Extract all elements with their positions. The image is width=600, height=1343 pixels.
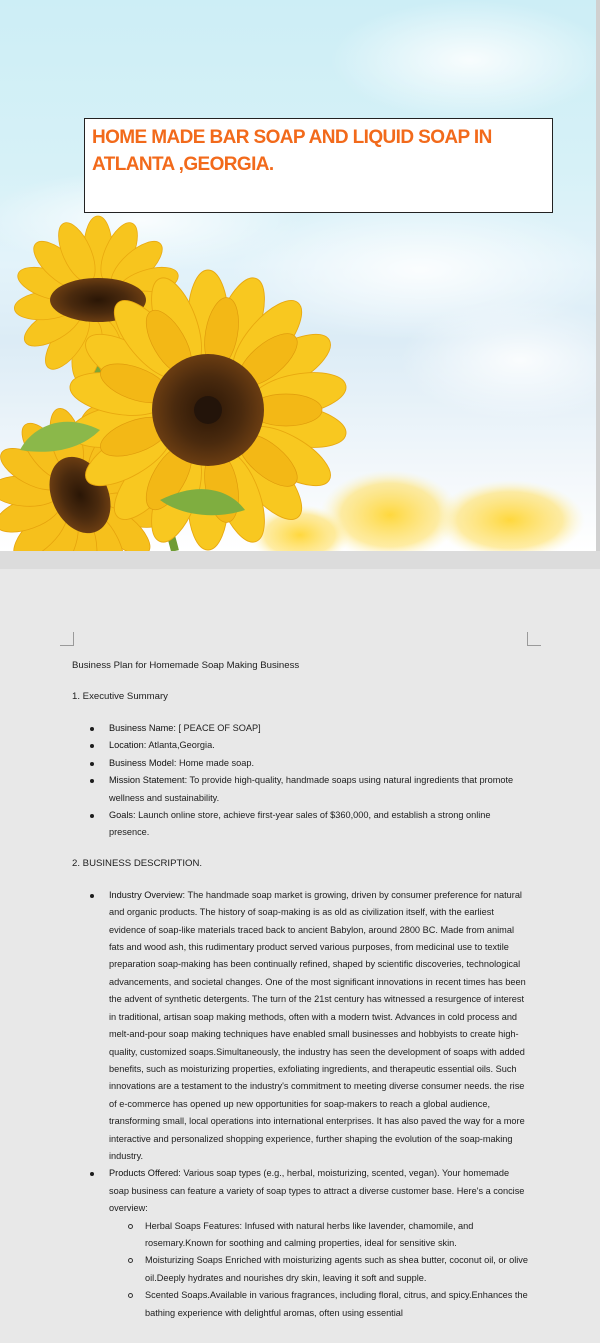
list-item [72, 720, 530, 737]
section-heading-executive-summary: 1. Executive Summary [72, 691, 168, 702]
item-text: : Various soap types (e.g., herbal, moisturizing, scented, vegan). Your homemade soap business can feature a variety of soap types to attract a diverse customer base. Here's a concise overview: [109, 1168, 525, 1214]
page-separator [0, 551, 600, 569]
item-text: : [ PEACE OF SOAP] [173, 723, 261, 733]
list-item [72, 755, 530, 772]
sub-list-item: Herbal Soaps Features: Infused with natural herbs like lavender, chamomile, and rosemary.Known for soothing and calming properties, ideal for sensitive skin. [109, 1218, 530, 1253]
list-item [72, 772, 530, 807]
executive-summary-list [72, 720, 530, 842]
item-label: Business Name [109, 723, 174, 733]
list-item [72, 807, 530, 842]
document-page [0, 569, 600, 1343]
margin-corner-mark-right [527, 632, 541, 646]
item-label: Location [109, 740, 144, 751]
page-edge [596, 0, 600, 551]
title-box[interactable] [84, 118, 553, 213]
sub-list-item: Scented Soaps.Available in various fragrances, including floral, citrus, and spicy.Enhances the bathing experience with delightful aromas, often using essential [109, 1287, 530, 1322]
item-text: : Home made soap. [173, 757, 255, 768]
document-body[interactable] [72, 657, 530, 1322]
list-item-industry-overview [72, 887, 530, 1166]
blurred-flower [435, 480, 585, 551]
cover-title: HOME MADE BAR SOAP AND LIQUID SOAP IN ATLANTA ,GEORGIA. [92, 127, 492, 175]
item-label: Business Model [109, 757, 174, 768]
item-label: Products Offered [109, 1168, 179, 1179]
document-title: Business Plan for Homemade Soap Making Business [72, 660, 300, 671]
soap-types-sublist [109, 1218, 530, 1322]
sunflower-illustration [0, 0, 600, 551]
item-text: : To provide high-quality, handmade soaps using natural ingredients that promote wellness and sustainability. [109, 775, 514, 803]
item-text: : The handmade soap market is growing, driven by consumer preference for natural and organic products. The history of soap-making is as old as civilization itself, with the earliest evidence of soap-like materials traced back to ancient Babylon, around 2800 BC. Made from animal fats and wood ash, this rudimentary product served various purposes, from medicinal use to textile preparation soap-making has been continually refined, shaped by scientific discoveries, technological advancements, and societal changes. One of the most significant innovations in recent times has been the advent of synthetic detergents. The turn of the 21st century has witnessed a resurgence of interest in traditional, artisan soap making methods, often with a modern twist. Advances in cold process and melt-and-pour soap making techniques have enabled small businesses and hobbyists to create high-quality, customized soaps.Simultaneously, the industry has seen the development of soaps with added benefits, such as moisturizing properties, exfoliating ingredients, and therapeutic essential oils. Such innovations are a testament to the industry's commitment to meeting diverse consumer needs. the rise of e-commerce has opened up new opportunities for soap-makers to reach a global audience, transforming small, local operations into international enterprises. It has also paved the way for a more interactive and personalized shopping experience, further shaping the evolution of the soap-making industry. [109, 889, 526, 1161]
list-item [72, 737, 530, 754]
item-label: Goals [109, 810, 134, 821]
item-label: Mission Statement [109, 775, 185, 786]
item-label: Industry Overview [109, 889, 183, 900]
item-text: : Launch online store, achieve first-year sales of $360,000, and establish a strong online presence. [109, 810, 491, 838]
item-text: : Atlanta,Georgia. [143, 740, 215, 751]
sub-list-item: Moisturizing Soaps Enriched with moisturizing agents such as shea butter, coconut oil, or olive oil.Deeply hydrates and nourishes dry skin, leaving it soft and supple. [109, 1252, 530, 1287]
cover-page [0, 0, 600, 551]
list-item-products-offered [72, 1165, 530, 1322]
section-heading-business-description: 2. BUSINESS DESCRIPTION. [72, 857, 203, 869]
margin-corner-mark-left [60, 632, 74, 646]
business-description-list [72, 887, 530, 1322]
